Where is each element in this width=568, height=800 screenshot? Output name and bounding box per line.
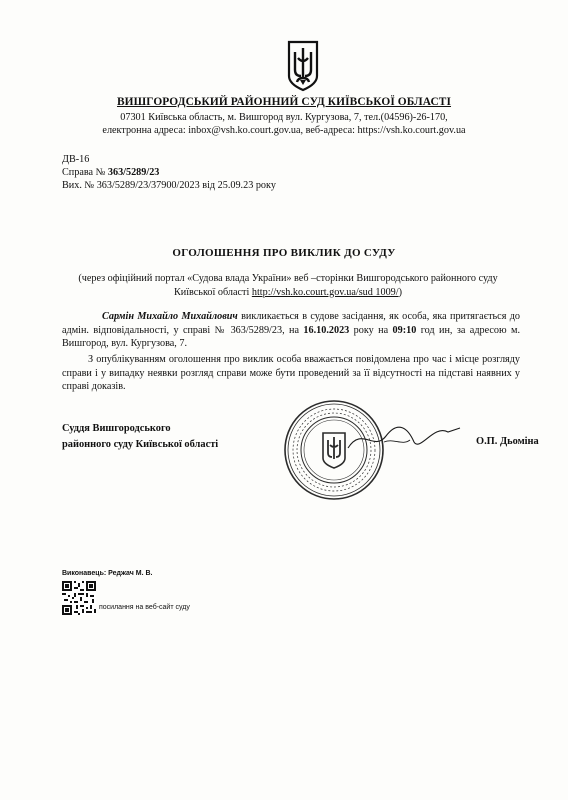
judge-handwritten-signature xyxy=(344,418,464,458)
executor-line: Виконавець: Реджач М. В. xyxy=(62,570,153,577)
court-contacts: електронна адреса: inbox@vsh.ko.court.gov.ua, веб-адреса: https://vsh.ko.court.gov.ua xyxy=(102,125,466,136)
summons-paragraph xyxy=(62,310,520,351)
coat-of-arms-emblem xyxy=(286,40,320,92)
case-number-line xyxy=(62,166,159,180)
court-address: 07301 Київська область, м. Вишгород вул. Кургузова, 7, тел.(04596)-26-170, xyxy=(120,112,448,123)
case-label: Справа № xyxy=(62,167,108,178)
hearing-time: 09:10 xyxy=(392,324,417,336)
judge-position-line1: Суддя Вишгородського xyxy=(62,423,171,434)
portal-note xyxy=(60,272,516,299)
judge-position xyxy=(62,421,218,452)
summons-text-b: року на xyxy=(349,324,393,336)
qr-code-caption: посилання на веб-сайт суду xyxy=(99,604,190,611)
judge-position-line2: районного суду Київської області xyxy=(62,438,219,450)
portal-close: ) xyxy=(398,286,403,298)
outgoing-number: Вих. № 363/5289/23/37900/2023 від 25.09.23 року xyxy=(62,180,276,191)
portal-text: (через офіційний портал «Судова влада України» веб –сторінки Вишгородського районного суду Київської області xyxy=(78,273,498,298)
judge-name: О.П. Дьоміна xyxy=(476,436,539,447)
notice-title: ОГОЛОШЕННЯ ПРО ВИКЛИК ДО СУДУ xyxy=(172,247,396,259)
court-name-heading: ВИШГОРОДСЬКИЙ РАЙОННИЙ СУД КИЇВСЬКОЇ ОБЛАСТІ xyxy=(116,96,452,108)
hearing-date: 16.10.2023 xyxy=(303,324,350,336)
court-website-qr-code[interactable] xyxy=(62,581,96,615)
summons-text-a: викликається в судове засідання, як особа, яка притягається до адмін. відповідальності, у справі № 363/5289/23, на xyxy=(62,311,520,336)
person-name: Сармін Михайло Михайлович xyxy=(102,311,238,322)
form-code: ДВ-16 xyxy=(62,154,90,165)
case-number: 363/5289/23 xyxy=(107,167,160,178)
summons-text-c: год ин, за адресою м. Вишгород, вул. Кургузова, 7. xyxy=(62,324,520,349)
portal-link[interactable]: http://vsh.ko.court.gov.ua/sud 1009/ xyxy=(251,286,399,298)
consequence-paragraph: З опублікуванням оголошення про виклик особа вважається повідомлена про час і місце розгляду справи і у випадку неявки розгляд справи може бути проведений за її відсутності на підставі наявних у справі доказів. xyxy=(62,354,520,392)
